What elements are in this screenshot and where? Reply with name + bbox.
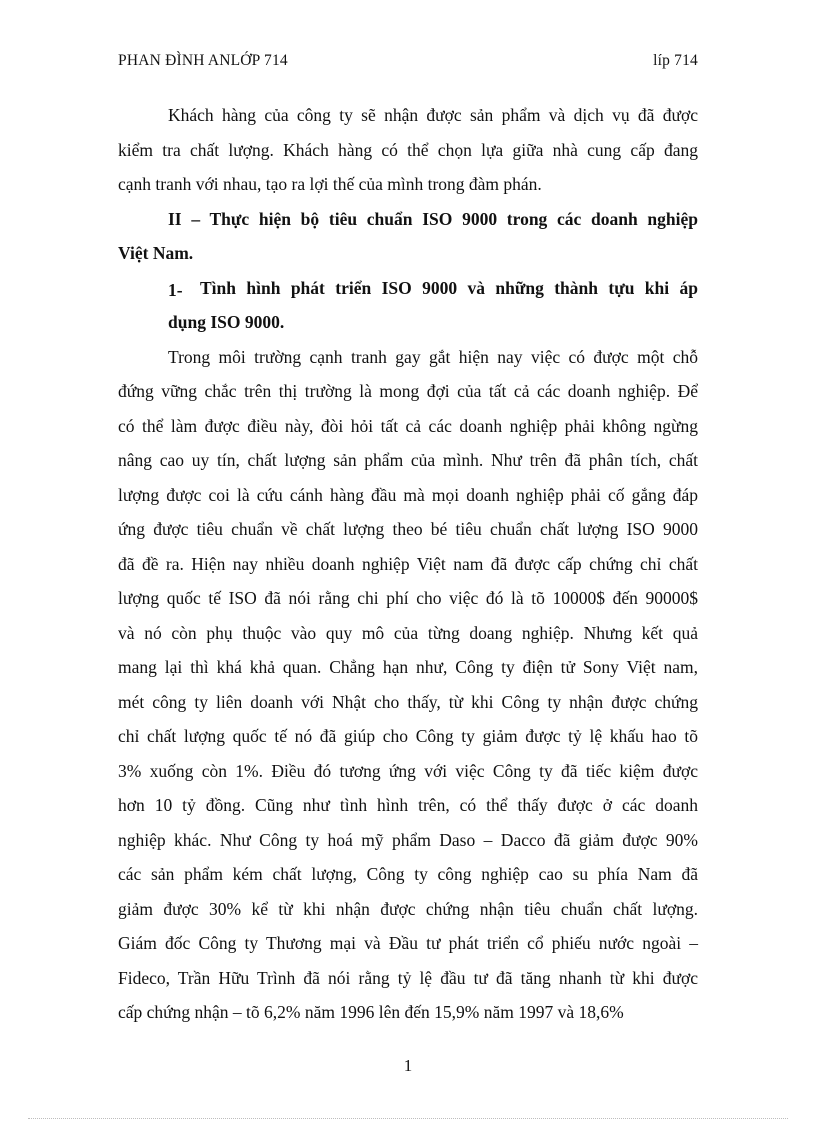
header-author-class: PHAN ĐÌNH ANLỚP 714 (118, 52, 288, 69)
paragraph-line: cạnh tranh với nhau, tạo ra lợi thế của mình trong đàm phán. (118, 174, 542, 194)
paragraph-line: Fideco, Trần Hữu Trình đã nói rằng tỷ lệ đầu tư đã tăng nhanh từ khi được (118, 967, 698, 988)
paragraph-line: cấp chứng nhận – tõ 6,2% năm 1996 lên đến 15,9% năm 1997 và 18,6% (118, 1002, 624, 1022)
paragraph-line: lượng được coi là cứu cánh hàng đầu mà mọi doanh nghiệp phải cố gắng đáp (118, 484, 698, 505)
subsection-heading (118, 271, 698, 306)
paragraph-line: hơn 10 tỷ đồng. Cũng như tình hình trên, có thể thấy được ở các doanh (118, 795, 698, 815)
paragraph-line: lượng quốc tế ISO đã nói rằng chi phí cho việc đó là tõ 10000$ đến 90000$ (118, 588, 698, 608)
paragraph-line: đứng vững chắc trên thị trường là mong đợi của tất cả các doanh nghiệp. Để (118, 381, 698, 401)
paragraph-line: kiểm tra chất lượng. Khách hàng có thể chọn lựa giữa nhà cung cấp đang (118, 139, 698, 160)
subsection-heading-text: dụng ISO 9000. (168, 312, 285, 332)
list-number: 1- (168, 279, 183, 300)
paragraph-line: Trong môi trường cạnh tranh gay gắt hiện nay việc có được một chỗ (168, 346, 698, 367)
subsection-heading-text: Tình hình phát triển ISO 9000 và những thành tựu khi áp (200, 277, 698, 298)
paragraph-line: nâng cao uy tín, chất lượng sản phẩm của mình. Như trên đã phân tích, chất (118, 450, 698, 470)
section-heading: II – Thực hiện bộ tiêu chuẩn ISO 9000 trong các doanh nghiệp (168, 208, 698, 229)
page-number: 1 (403, 1056, 413, 1075)
header-class-label: líp 714 (653, 52, 698, 69)
paragraph-line: có thể làm được điều này, đòi hỏi tất cả các doanh nghiệp phải không ngừng (118, 415, 698, 436)
paragraph-line: mét công ty liên doanh với Nhật cho thấy, từ khi Công ty nhận được chứng (118, 691, 698, 712)
paragraph-line: và nó còn phụ thuộc vào quy mô của từng doang nghiệp. Nhưng kết quả (118, 622, 698, 643)
paragraph-line: nghiệp khác. Như Công ty hoá mỹ phẩm Daso – Dacco đã giảm được 90% (118, 829, 698, 850)
paragraph-line: 3% xuống còn 1%. Điều đó tương ứng với việc Công ty đã tiếc kiệm được (118, 760, 698, 781)
paragraph-line: Giám đốc Công ty Thương mại và Đầu tư phát triển cổ phiếu nước ngoài – (118, 933, 698, 953)
section-heading: Việt Nam. (118, 243, 194, 263)
paragraph-line: đã đề ra. Hiện nay nhiều doanh nghiệp Việt nam đã được cấp chứng chỉ chất (118, 553, 698, 574)
paragraph-line: chỉ chất lượng quốc tế nó đã giúp cho Công ty giảm được tỷ lệ khấu hao tõ (118, 726, 698, 746)
paragraph-line: mang lại thì khá khả quan. Chẳng hạn như, Công ty điện tử Sony Việt nam, (118, 657, 698, 677)
page-header (118, 52, 698, 74)
paragraph-line: giảm được 30% kể từ khi nhận được chứng nhận tiêu chuẩn chất lượng. (118, 898, 698, 919)
paragraph-line: Khách hàng của công ty sẽ nhận được sản phẩm và dịch vụ đã được (168, 105, 698, 125)
page-bottom-divider (28, 1118, 788, 1119)
document-body (118, 98, 698, 1030)
paragraph-line: ứng được tiêu chuẩn về chất lượng theo bé tiêu chuẩn chất lượng ISO 9000 (118, 519, 698, 539)
paragraph-line: các sản phẩm kém chất lượng, Công ty công nghiệp cao su phía Nam đã (118, 864, 698, 884)
